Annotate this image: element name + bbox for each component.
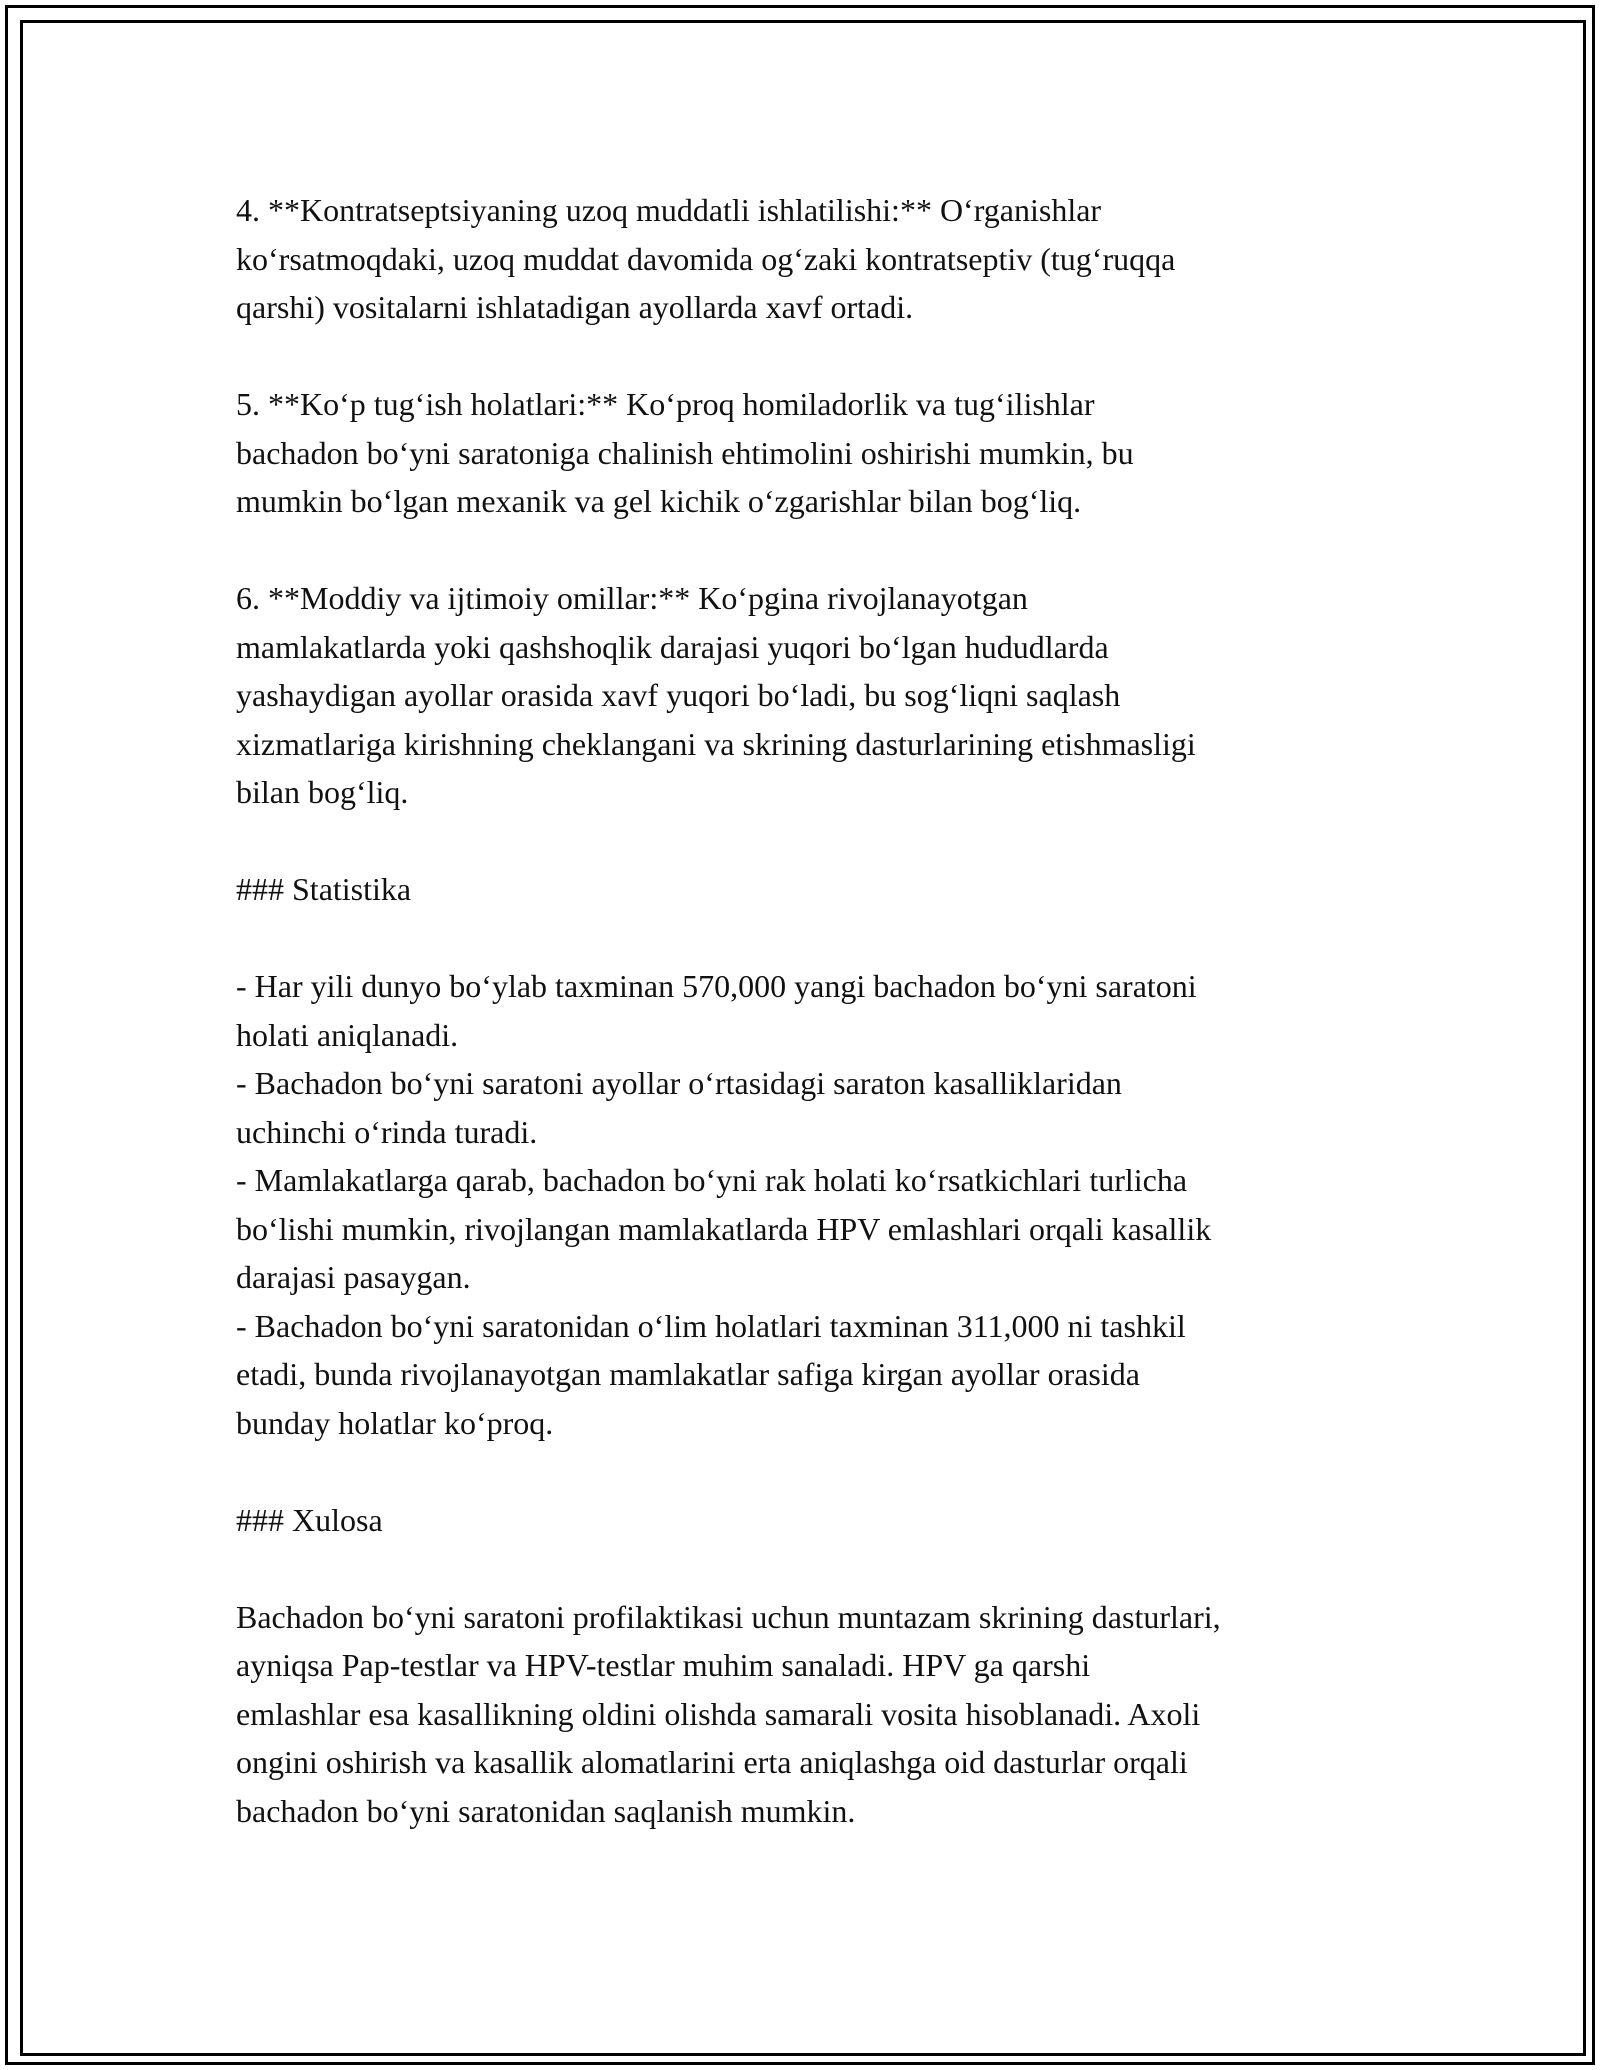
text-line: holati aniqlanadi. — [236, 1016, 459, 1053]
text-line: yashaydigan ayollar orasida xavf yuqori bo‘ladi, bu sog‘liqni saqlash — [236, 677, 1121, 713]
text-line: ongini oshirish va kasallik alomatlarini erta aniqlashga oid dasturlar orqali — [236, 1744, 1188, 1780]
text-line: bilan bog‘liq. — [236, 774, 409, 810]
list-item — [236, 1156, 1386, 1302]
heading-xulosa — [236, 1496, 1386, 1545]
list-item-4 — [236, 186, 1386, 332]
text-line: ayniqsa Pap-testlar va HPV-testlar muhim sanaladi. HPV ga qarshi — [236, 1647, 1091, 1683]
text-line: bo‘lishi mumkin, rivojlangan mamlakatlarda HPV emlashlari orqali kasallik — [236, 1210, 1212, 1247]
section-heading: ### Statistika — [236, 871, 412, 907]
text-line: 6. **Moddiy va ijtimoiy omillar:** Ko‘pgina rivojlanayotgan — [236, 580, 1028, 616]
text-line: - Bachadon bo‘yni saratonidan o‘lim holatlari taxminan 311,000 ni tashkil — [236, 1307, 1186, 1344]
conclusion-paragraph — [236, 1593, 1386, 1836]
text-line: - Mamlakatlarga qarab, bachadon bo‘yni rak holati ko‘rsatkichlari turlicha — [236, 1162, 1188, 1198]
list-item — [236, 962, 1386, 1059]
text-line: etadi, bunda rivojlanayotgan mamlakatlar safiga kirgan ayollar orasida — [236, 1356, 1140, 1392]
text-line: uchinchi o‘rinda turadi. — [236, 1113, 538, 1150]
text-line: 5. **Ko‘p tug‘ish holatlari:** Ko‘proq homiladorlik va tug‘ilishlar — [236, 386, 1095, 422]
text-line: ko‘rsatmoqdaki, uzoq muddat davomida og‘zaki kontratseptiv (tug‘ruqqa — [236, 240, 1176, 277]
heading-statistika — [236, 865, 1386, 914]
text-line: emlashlar esa kasallikning oldini olishda samarali vosita hisoblanadi. Axoli — [236, 1695, 1201, 1732]
text-line: mamlakatlarda yoki qashshoqlik darajasi yuqori bo‘lgan hududlarda — [236, 628, 1109, 665]
text-line: Bachadon bo‘yni saratoni profilaktikasi uchun muntazam skrining dasturlari, — [236, 1598, 1221, 1635]
text-line: bachadon bo‘yni saratonidan saqlanish mumkin. — [236, 1792, 856, 1829]
text-line: xizmatlariga kirishning cheklangani va skrining dasturlarining etishmasligi — [236, 725, 1196, 762]
list-item — [236, 1302, 1386, 1448]
list-item — [236, 1059, 1386, 1156]
list-item-5 — [236, 380, 1386, 526]
document-body — [236, 186, 1386, 1884]
text-line: darajasi pasaygan. — [236, 1259, 471, 1295]
text-line: bachadon bo‘yni saratoniga chalinish ehtimolini oshirishi mumkin, bu — [236, 434, 1134, 471]
text-line: bunday holatlar ko‘proq. — [236, 1404, 554, 1441]
text-line: mumkin bo‘lgan mexanik va gel kichik o‘zgarishlar bilan bog‘liq. — [236, 483, 1082, 519]
text-line: - Har yili dunyo bo‘ylab taxminan 570,000 yangi bachadon bo‘yni saratoni — [236, 968, 1197, 1004]
list-item-6 — [236, 574, 1386, 817]
text-line: - Bachadon bo‘yni saratoni ayollar o‘rtasidagi saraton kasalliklaridan — [236, 1065, 1122, 1101]
text-line: 4. **Kontratseptsiyaning uzoq muddatli ishlatilishi:** O‘rganishlar — [236, 192, 1102, 228]
text-line: qarshi) vositalarni ishlatadigan ayollarda xavf ortadi. — [236, 289, 914, 325]
section-heading: ### Xulosa — [236, 1501, 383, 1538]
statistics-list — [236, 962, 1386, 1447]
